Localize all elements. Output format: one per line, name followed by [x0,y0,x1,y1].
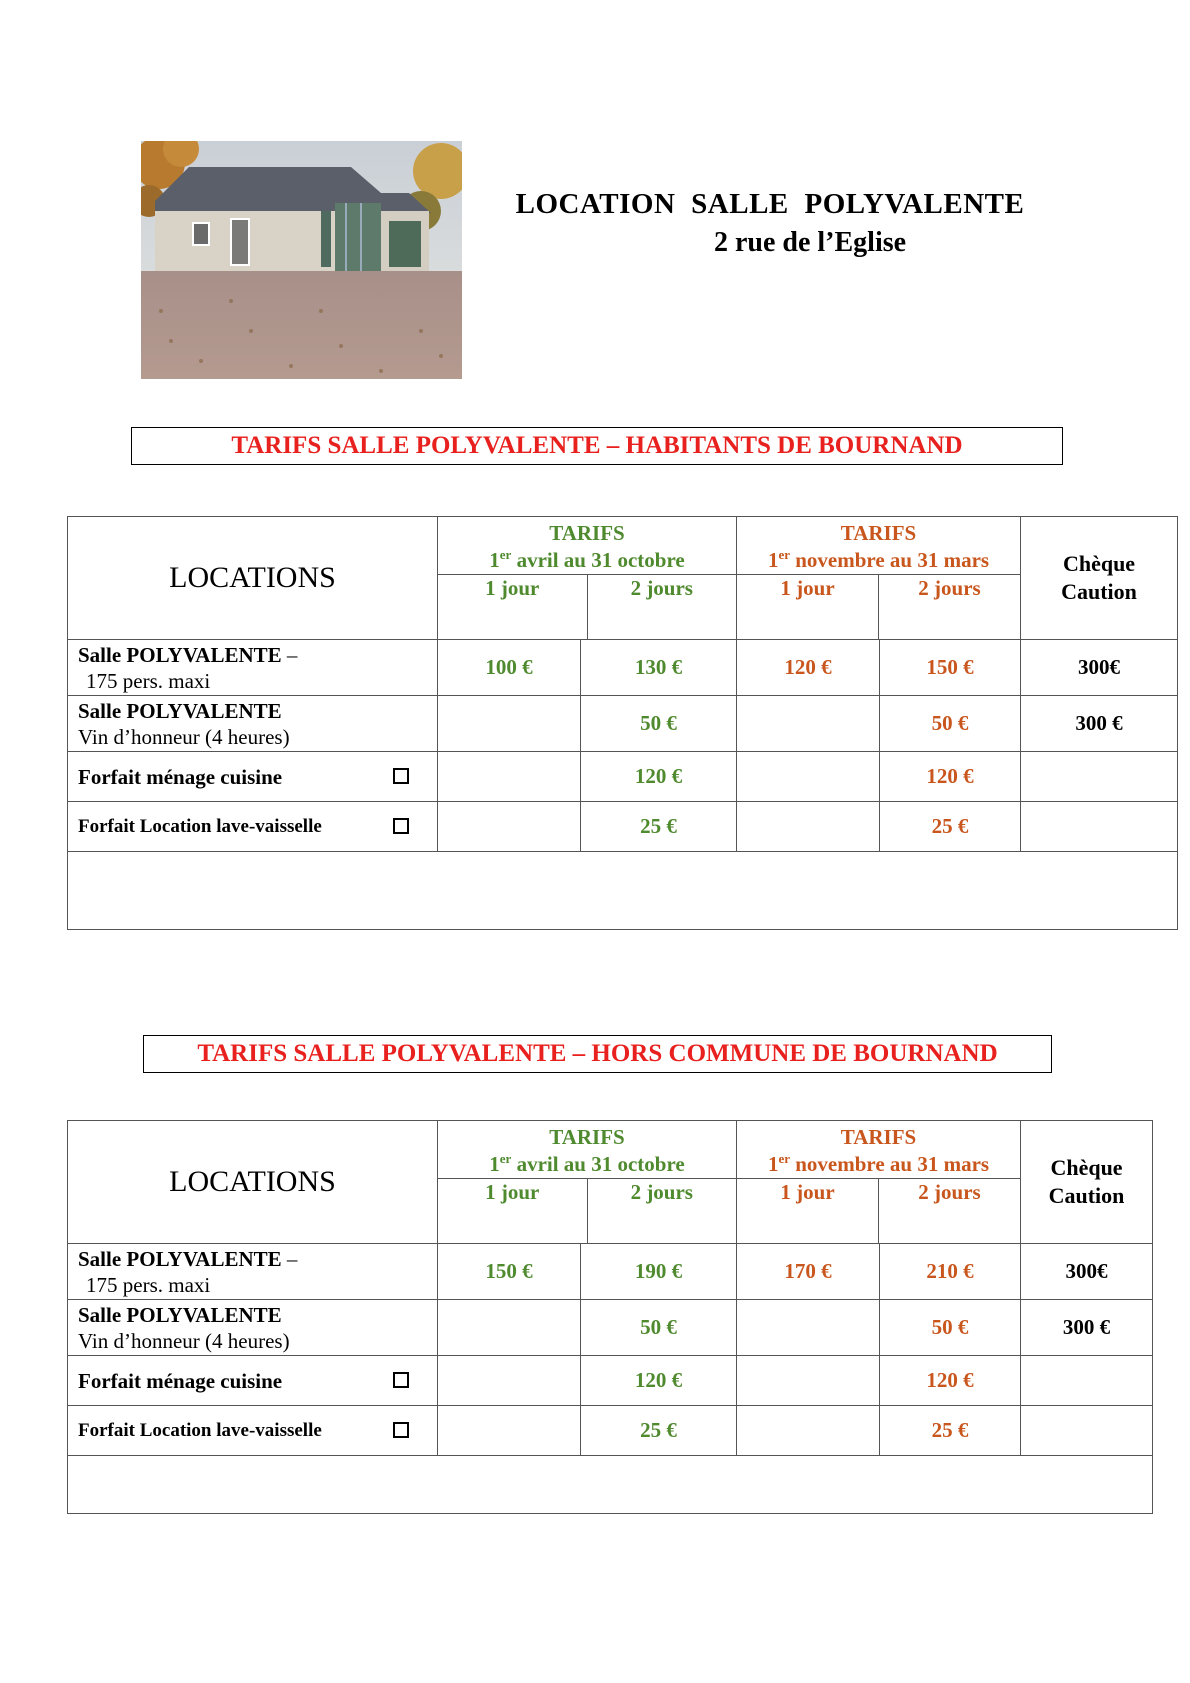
summer-2-days: 2 jours [630,1180,693,1204]
winter-1-day: 1 jour [737,575,879,639]
empty-row [68,1456,1153,1514]
checkbox-menage[interactable] [393,1372,409,1388]
winter-2-days: 2 jours [918,576,981,600]
season-summer-header: TARIFS 1er avril au 31 octobre 1 jour 2 jours [438,1121,737,1244]
empty-row [68,852,1178,930]
winter-2-days: 2 jours [918,1180,981,1204]
season-summer-header: TARIFS 1er avril au 31 octobre 1 jour 2 jours [438,517,737,640]
tariff-table-non-residents [67,1120,1153,1514]
checkbox-lave-vaisselle[interactable] [393,818,409,834]
checkbox-lave-vaisselle[interactable] [393,1422,409,1438]
cheque-caution-header: Chèque Caution [1021,517,1178,640]
table-row: Forfait Location lave-vaisselle 25 € 25 € [68,802,1178,852]
season-winter-header: TARIFS 1er novembre au 31 mars 1 jour 2 jours [737,1121,1021,1244]
table-row: Salle POLYVALENTE Vin d’honneur (4 heures) 50 € 50 € 300 € [68,1300,1153,1356]
winter-1-day: 1 jour [737,1179,879,1243]
summer-1-day: 1 jour [438,575,588,639]
table-row: Salle POLYVALENTE – 175 pers. maxi 150 € 190 € 170 € 210 € 300€ [68,1244,1153,1300]
summer-2-days: 2 jours [630,576,693,600]
season-winter-header: TARIFS 1er novembre au 31 mars 1 jour 2 jours [737,517,1021,640]
table-row: Forfait ménage cuisine 120 € 120 € [68,752,1178,802]
table-row: Salle POLYVALENTE – 175 pers. maxi 100 € 130 € 120 € 150 € 300€ [68,640,1178,696]
address: 2 rue de l’Eglise [713,227,907,258]
section-banner-residents: TARIFS SALLE POLYVALENTE – HABITANTS DE BOURNAND [131,427,1063,465]
locations-header: LOCATIONS [68,1121,438,1244]
page-title: LOCATION SALLE POLYVALENTE [515,188,1025,220]
section-banner-non-residents: TARIFS SALLE POLYVALENTE – HORS COMMUNE DE BOURNAND [143,1035,1052,1073]
table-row: Forfait Location lave-vaisselle 25 € 25 € [68,1406,1153,1456]
cheque-caution-header: Chèque Caution [1021,1121,1153,1244]
table-row: Forfait ménage cuisine 120 € 120 € [68,1356,1153,1406]
tariff-table-residents [67,516,1178,930]
building-photo [141,141,462,379]
summer-1-day: 1 jour [438,1179,588,1243]
checkbox-menage[interactable] [393,768,409,784]
locations-header: LOCATIONS [68,517,438,640]
table-row: Salle POLYVALENTE Vin d’honneur (4 heures) 50 € 50 € 300 € [68,696,1178,752]
